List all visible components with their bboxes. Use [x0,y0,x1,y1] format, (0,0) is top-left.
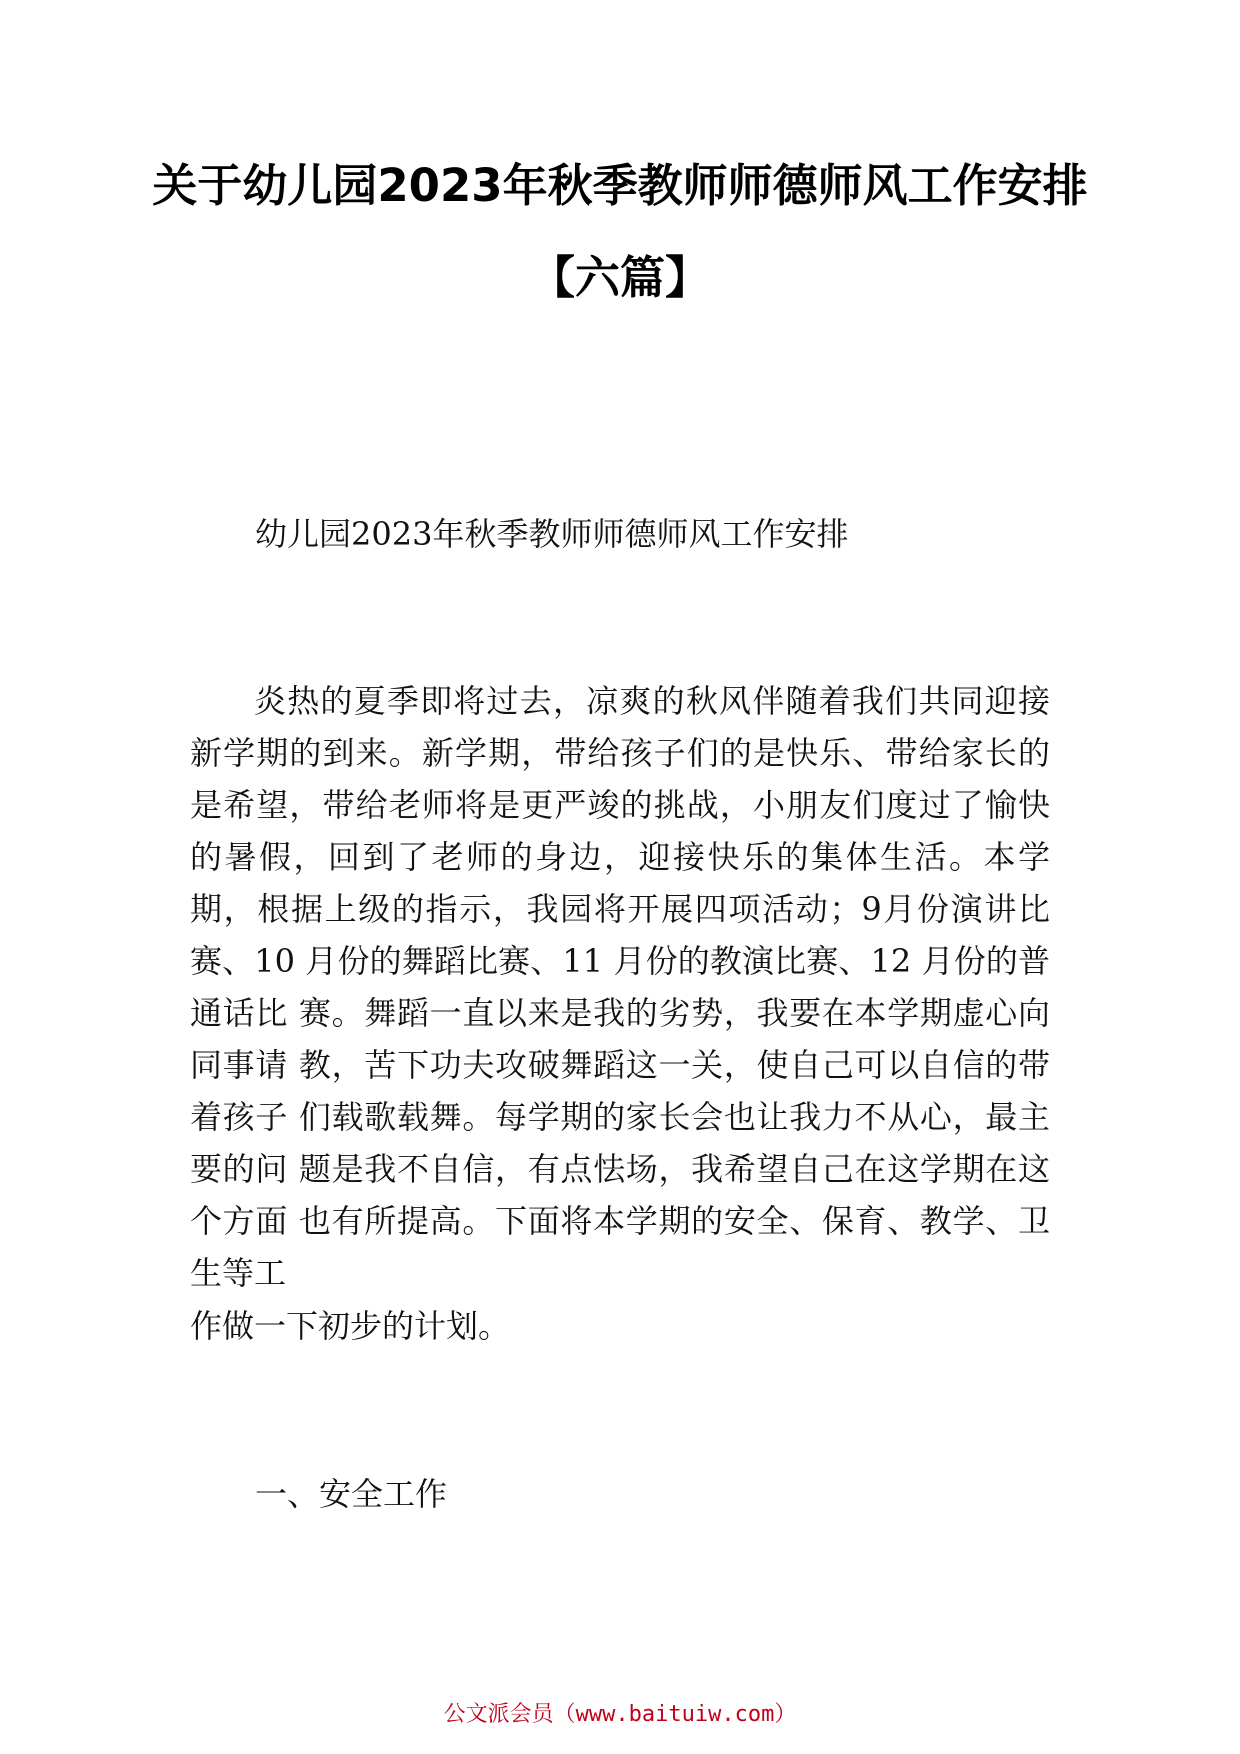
intro-paragraph: 炎热的夏季即将过去，凉爽的秋风伴随着我们共同迎接新学期的到来。新学期，带给孩子们的是快乐、带给家长的是希望，带给老师将是更严竣的挑战，小朋友们度过了愉快的暑假，回到了老师的身边，迎接快乐的集体生活。本学期，根据上级的指示，我园将开展四项活动；9月份演讲比赛、10 月份的舞蹈比赛、11 月份的教演比赛、12 月份的普通话比 赛。舞蹈一直以来是我的劣势，我要在本学期虚心向同事请 教，苦下功夫攻破舞蹈这一关，使自己可以自信的带着孩子 们载歌载舞。每学期的家长会也让我力不从心，最主要的问 题是我不自信，有点怯场，我希望自己在这学期在这个方面 也有所提高。下面将本学期的安全、保育、教学、卫生等工 [190,682,1050,1292]
document-subtitle: 幼儿园2023年秋季教师师德师风工作安排 [255,515,849,553]
intro-continuation: 作做一下初步的计划。 [190,1307,511,1345]
footer-watermark: 公文派会员（www.baituiw.com） [443,1702,797,1727]
section-heading-safety: 一、安全工作 [255,1475,448,1513]
document-title: 关于幼儿园2023年秋季教师师德师风工作安排【六篇】 [152,159,1088,304]
